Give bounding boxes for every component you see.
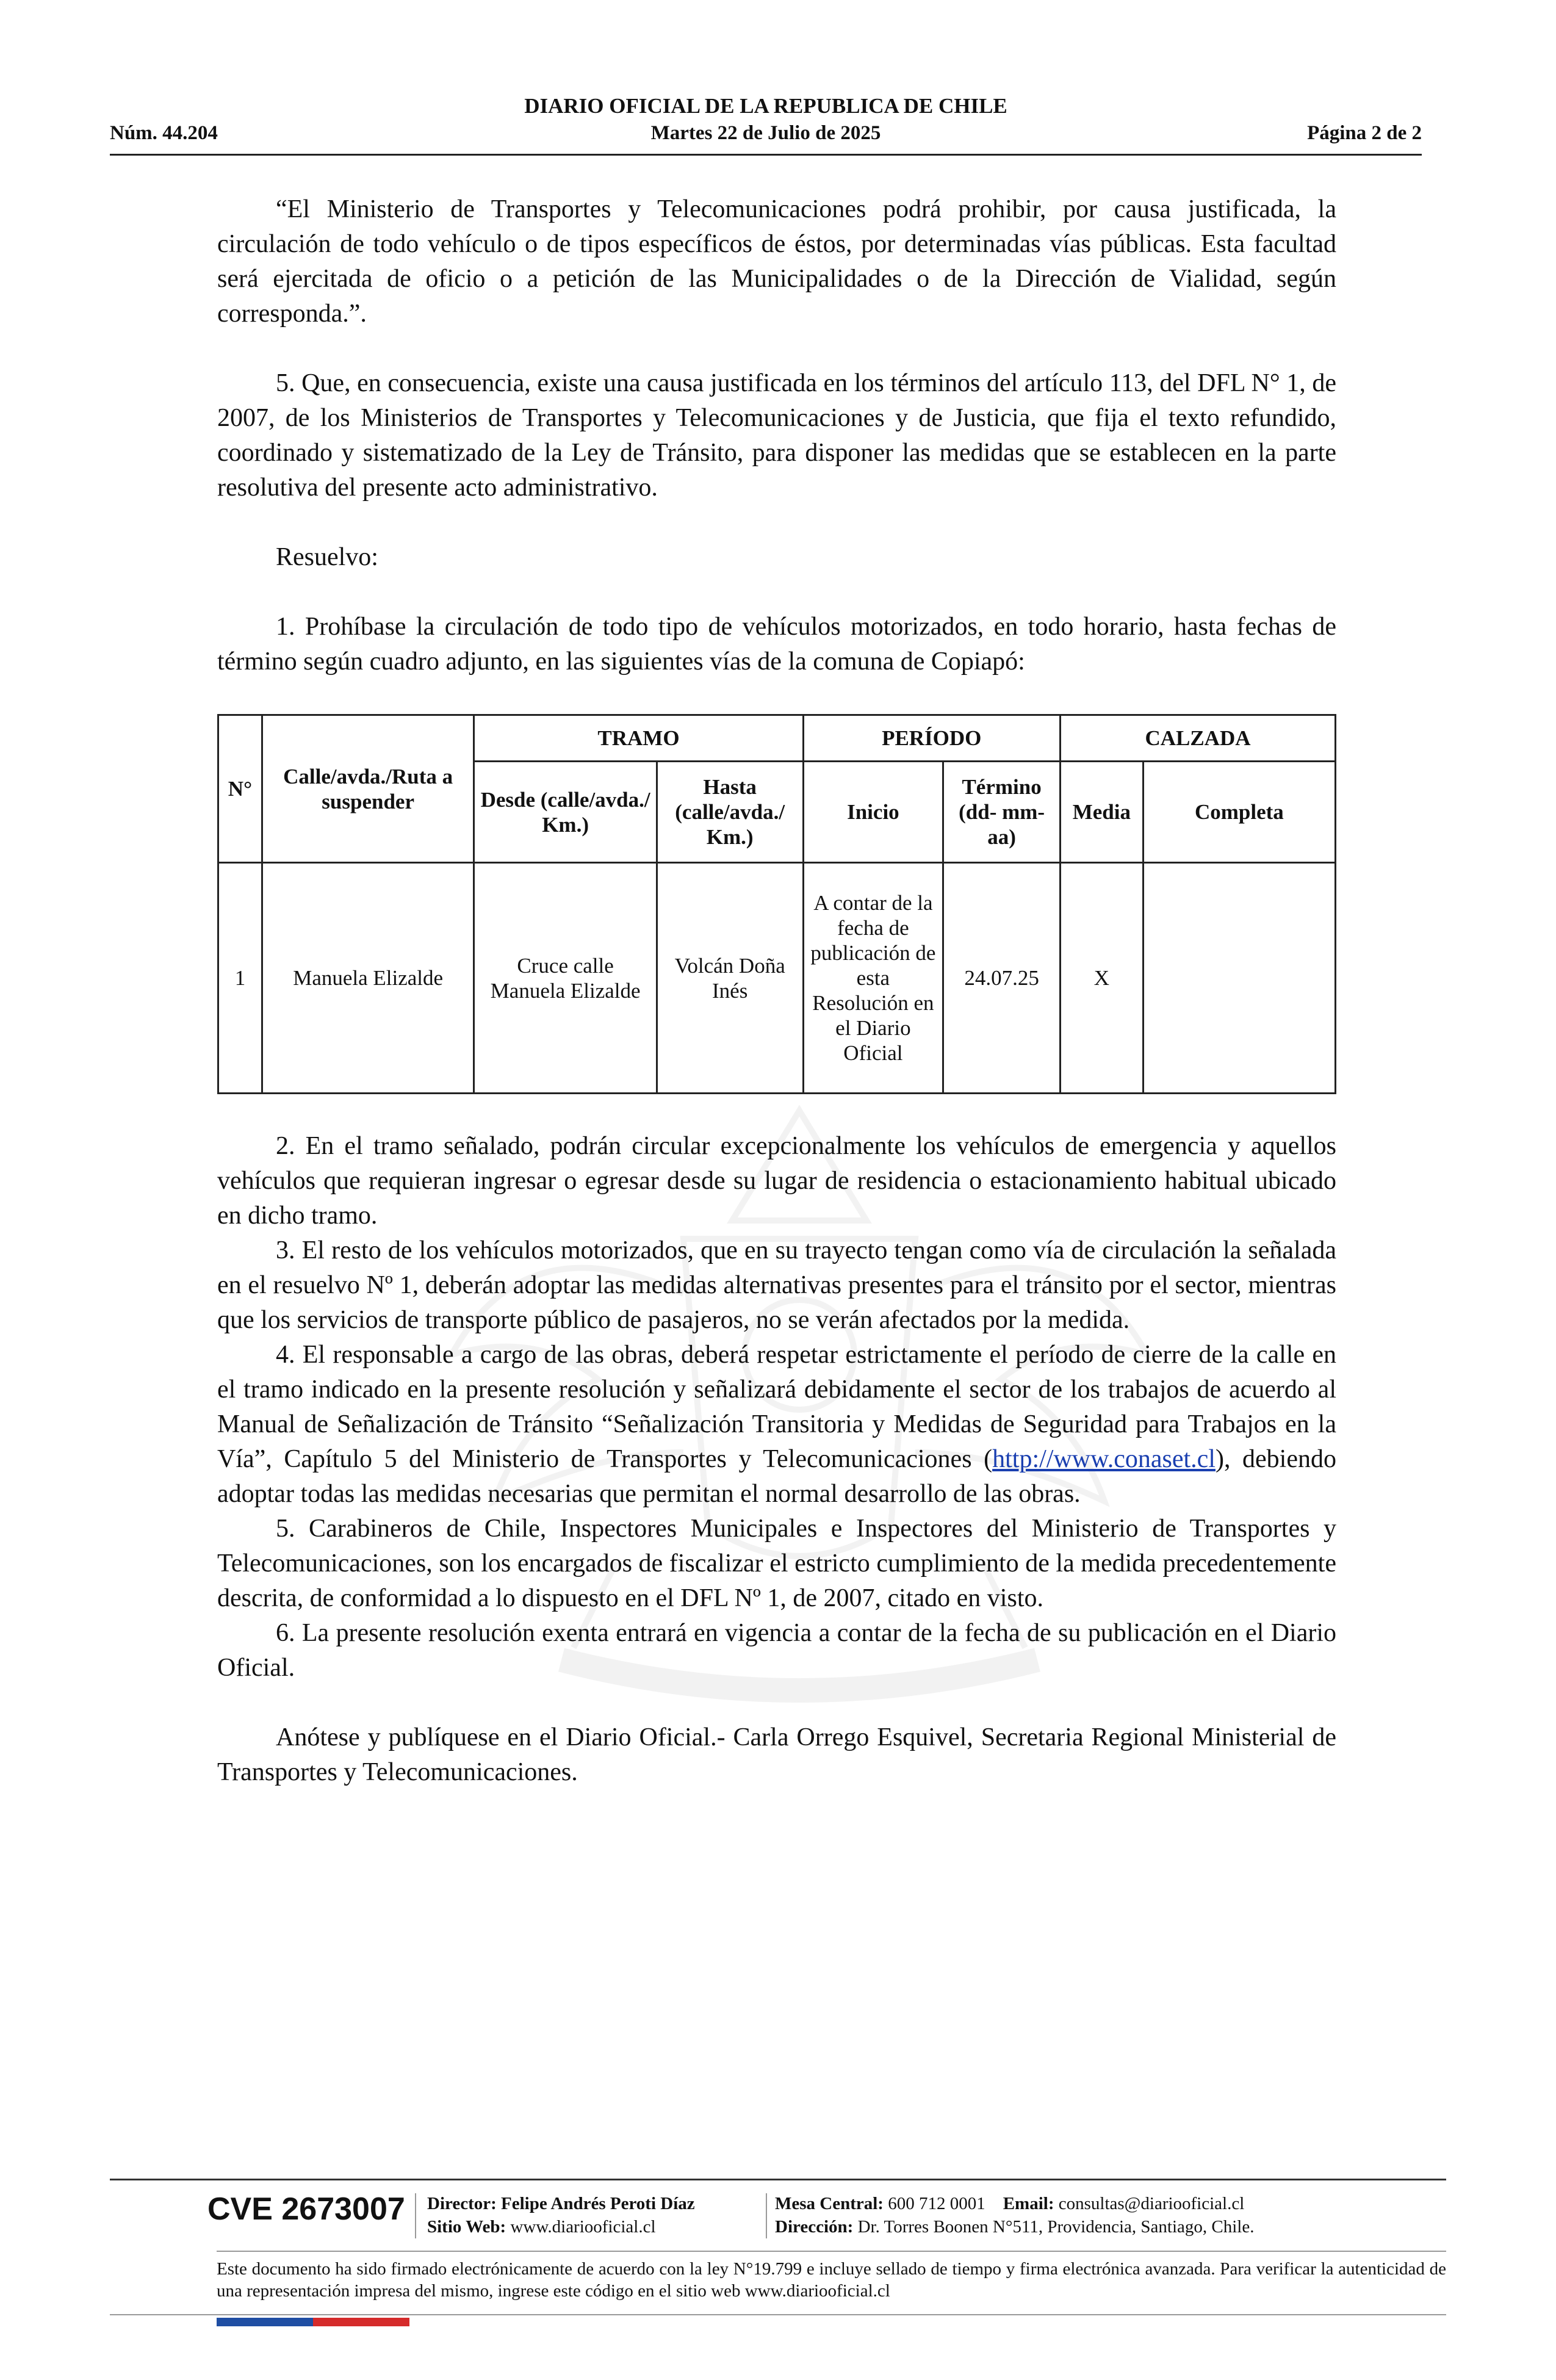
footer-director-block — [427, 2192, 695, 2238]
paragraph-point-5: 5. Que, en consecuencia, existe una causa justificada en los términos del artículo 113, del DFL N° 1, de 2007, de los Ministerios de Transportes y Telecomunicaciones y de Justicia, que fija el texto refundido, coordinado y sistematizado de la Ley de Tránsito, para disponer las medidas que se establecen en la parte resolutiva del presente acto administrativo. — [217, 369, 1336, 502]
table-row — [218, 863, 1336, 1094]
flag-bar-blue — [217, 2318, 313, 2326]
page-header — [110, 92, 1422, 159]
director-name: Felipe Andrés Peroti Díaz — [501, 2194, 695, 2213]
col-header-hasta: Hasta (calle/avda./ Km.) — [657, 762, 803, 863]
page-footer — [110, 2179, 1446, 2331]
footer-bottom-divider — [110, 2314, 1446, 2315]
resolution-4-text-end: ), debiendo adoptar todas las medidas necesarias que permitan el normal desarrollo de las obras. — [217, 1445, 1336, 1508]
cell-desde: Cruce calle Manuela Elizalde — [474, 863, 657, 1094]
phone: 600 712 0001 — [888, 2194, 985, 2213]
signature-notice: Este documento ha sido firmado electrónicamente de acuerdo con la ley N°19.799 e incluye sellado de tiempo y firma electrónica avanzada. Para verificar la autenticidad de una representación impresa del mismo, ingrese este código en el sitio web www.diariooficial.cl — [217, 2259, 1446, 2301]
address-label: Dirección: — [775, 2217, 854, 2237]
col-header-num: N° — [218, 715, 262, 863]
col-header-street: Calle/avda./Ruta a suspender — [262, 715, 474, 863]
header-divider — [110, 154, 1422, 156]
resolution-6: 6. La presente resolución exenta entrará en vigencia a contar de la fecha de su publicación en el Diario Oficial. — [217, 1619, 1336, 1682]
flag-bar-red — [313, 2318, 409, 2326]
issue-number: Núm. 44.204 — [110, 122, 218, 144]
document-body — [217, 192, 1336, 1790]
footer-divider — [110, 2179, 1446, 2180]
col-header-termino: Término (dd- mm-aa) — [943, 762, 1061, 863]
website-label: Sitio Web: — [427, 2217, 506, 2237]
issue-date: Martes 22 de Julio de 2025 — [650, 122, 881, 144]
cve-code: CVE 2673007 — [207, 2191, 405, 2227]
col-header-completa: Completa — [1143, 762, 1335, 863]
col-header-desde: Desde (calle/avda./ Km.) — [474, 762, 657, 863]
col-header-calzada: CALZADA — [1060, 715, 1335, 762]
cell-media: X — [1060, 863, 1143, 1094]
footer-separator — [766, 2193, 767, 2238]
cell-num: 1 — [218, 863, 262, 1094]
resolution-2: 2. En el tramo señalado, podrán circular excepcionalmente los vehículos de emergencia y aquellos vehículos que requieran ingresar o egresar desde su lugar de residencia o estacionamiento habitual ubicado en dicho tramo. — [217, 1132, 1336, 1230]
conaset-link[interactable]: http://www.conaset.cl — [992, 1445, 1216, 1473]
closing-signature: Anótese y publíquese en el Diario Oficial.- Carla Orrego Esquivel, Secretaria Regional Ministerial de Transportes y Telecomunicaciones. — [217, 1723, 1336, 1786]
resolution-1: 1. Prohíbase la circulación de todo tipo de vehículos motorizados, en todo horario, hasta fechas de término según cuadro adjunto, en las siguientes vías de la comuna de Copiapó: — [217, 613, 1336, 676]
email-label: Email: — [1003, 2194, 1054, 2213]
website: www.diariooficial.cl — [510, 2217, 656, 2237]
director-label: Director: — [427, 2194, 497, 2213]
email: consultas@diariooficial.cl — [1058, 2194, 1245, 2213]
resolution-4-text-start: 4. El responsable a cargo de las obras, deberá respetar estrictamente el período de cierre de la calle en el tramo indicado en la presente resolución y señalizará debidamente el sector de los trabajos de acuerdo al Manual de Señalización de Tránsito “Señalización Transitoria y Medidas de Seguridad para Trabajos en la Vía”, Capítulo 5 del Ministerio de Transportes y Telecomunicaciones ( — [217, 1341, 1336, 1473]
publication-title: DIARIO OFICIAL DE LA REPUBLICA DE CHILE — [524, 94, 1007, 118]
cell-street: Manuela Elizalde — [262, 863, 474, 1094]
footer-inner-divider — [217, 2251, 1446, 2252]
address: Dr. Torres Boonen N°511, Providencia, Santiago, Chile. — [857, 2217, 1255, 2237]
page-number: Página 2 de 2 — [1307, 122, 1422, 144]
cell-termino: 24.07.25 — [943, 863, 1061, 1094]
cell-completa — [1143, 863, 1335, 1094]
cell-hasta: Volcán Doña Inés — [657, 863, 803, 1094]
phone-label: Mesa Central: — [775, 2194, 884, 2213]
col-header-inicio: Inicio — [803, 762, 943, 863]
resolve-heading: Resuelvo: — [276, 543, 378, 571]
col-header-media: Media — [1060, 762, 1143, 863]
quoted-paragraph: “El Ministerio de Transportes y Telecomunicaciones podrá prohibir, por causa justificada, la circulación de todo vehículo o de tipos específicos de éstos, por determinadas vías públicas. Esta facultad será ejercitada de oficio o a petición de las Municipalidades o de la Dirección de Vialidad, según corresponda.”. — [217, 195, 1336, 328]
resolution-4 — [217, 1338, 1336, 1512]
col-header-tramo: TRAMO — [474, 715, 803, 762]
cell-inicio: A contar de la fecha de publicación de esta Resolución en el Diario Oficial — [803, 863, 943, 1094]
col-header-periodo: PERÍODO — [803, 715, 1060, 762]
footer-contact-block — [775, 2192, 1254, 2238]
footer-separator — [415, 2193, 416, 2238]
road-closure-table — [217, 714, 1336, 1094]
resolution-3: 3. El resto de los vehículos motorizados, que en su trayecto tengan como vía de circulación la señalada en el resuelvo Nº 1, deberán adoptar las medidas alternativas presentes para el tránsito por el sector, mientras que los servicios de transporte público de pasajeros, no se verán afectados por la medida. — [217, 1236, 1336, 1334]
resolution-5: 5. Carabineros de Chile, Inspectores Municipales e Inspectores del Ministerio de Transportes y Telecomunicaciones, son los encargados de fiscalizar el estricto cumplimiento de la medida precedentemente descrita, de conformidad a lo dispuesto en el DFL Nº 1, de 2007, citado en visto. — [217, 1515, 1336, 1612]
